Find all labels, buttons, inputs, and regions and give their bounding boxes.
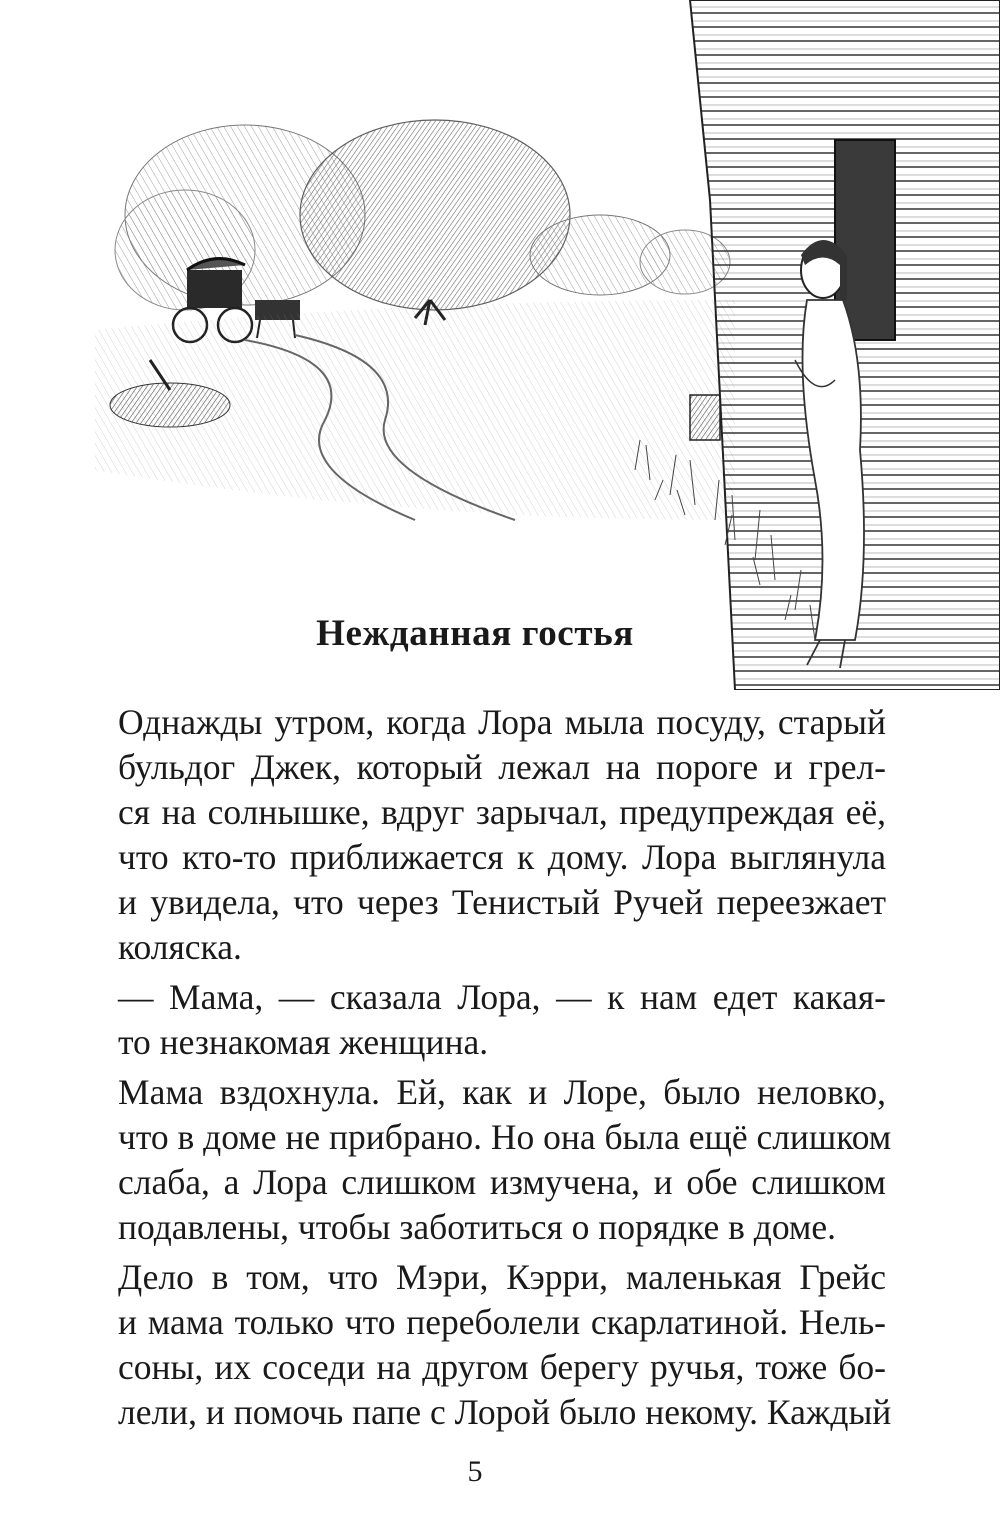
- text-line: коляска.: [118, 927, 242, 967]
- text-line: слаба, а Лора слишком измучена, и обе слишком: [118, 1162, 886, 1202]
- paragraph: [118, 1255, 892, 1435]
- text-line: Дело в том, что Мэри, Кэрри, маленькая Грейс: [118, 1257, 886, 1297]
- paragraph: [118, 975, 886, 1065]
- text-line: то незнакомая женщина.: [118, 1022, 489, 1062]
- text-line: — Мама, — сказала Лора, — к нам едет какая-: [118, 977, 886, 1017]
- text-line: и увидела, что через Тенистый Ручей переезжает: [118, 882, 886, 922]
- trees-right-icon: [530, 215, 730, 295]
- page-number: 5: [467, 1455, 483, 1488]
- tree-center-icon: [300, 120, 570, 325]
- text-line: лели, и помочь папе с Лорой было некому. Каждый: [118, 1392, 892, 1432]
- paragraph: [118, 1070, 892, 1250]
- text-line: ся на солнышке, вдруг зарычал, предупреждая её,: [118, 792, 886, 832]
- text-line: соны, их соседи на другом берегу ручья, тоже бо-: [118, 1347, 886, 1387]
- chapter-title: Нежданная гостья: [316, 613, 634, 654]
- text-line: что кто-то приближается к дому. Лора выглянула: [118, 837, 886, 877]
- text-line: и мама только что переболели скарлатиной. Нель-: [118, 1302, 886, 1342]
- text-line: что в доме не прибрано. Но она была ещё слишком: [118, 1117, 892, 1157]
- text-line: бульдог Джек, который лежал на пороге и грел-: [118, 747, 886, 787]
- paragraph: [118, 700, 886, 970]
- text-line: Однажды утром, когда Лора мыла посуду, старый: [118, 702, 886, 742]
- chapter-illustration: [95, 0, 1000, 690]
- body-text: [118, 700, 892, 1440]
- text-line: подавлены, чтобы заботиться о порядке в доме.: [118, 1207, 837, 1247]
- text-line: Мама вздохнула. Ей, как и Лоре, было неловко,: [118, 1072, 886, 1112]
